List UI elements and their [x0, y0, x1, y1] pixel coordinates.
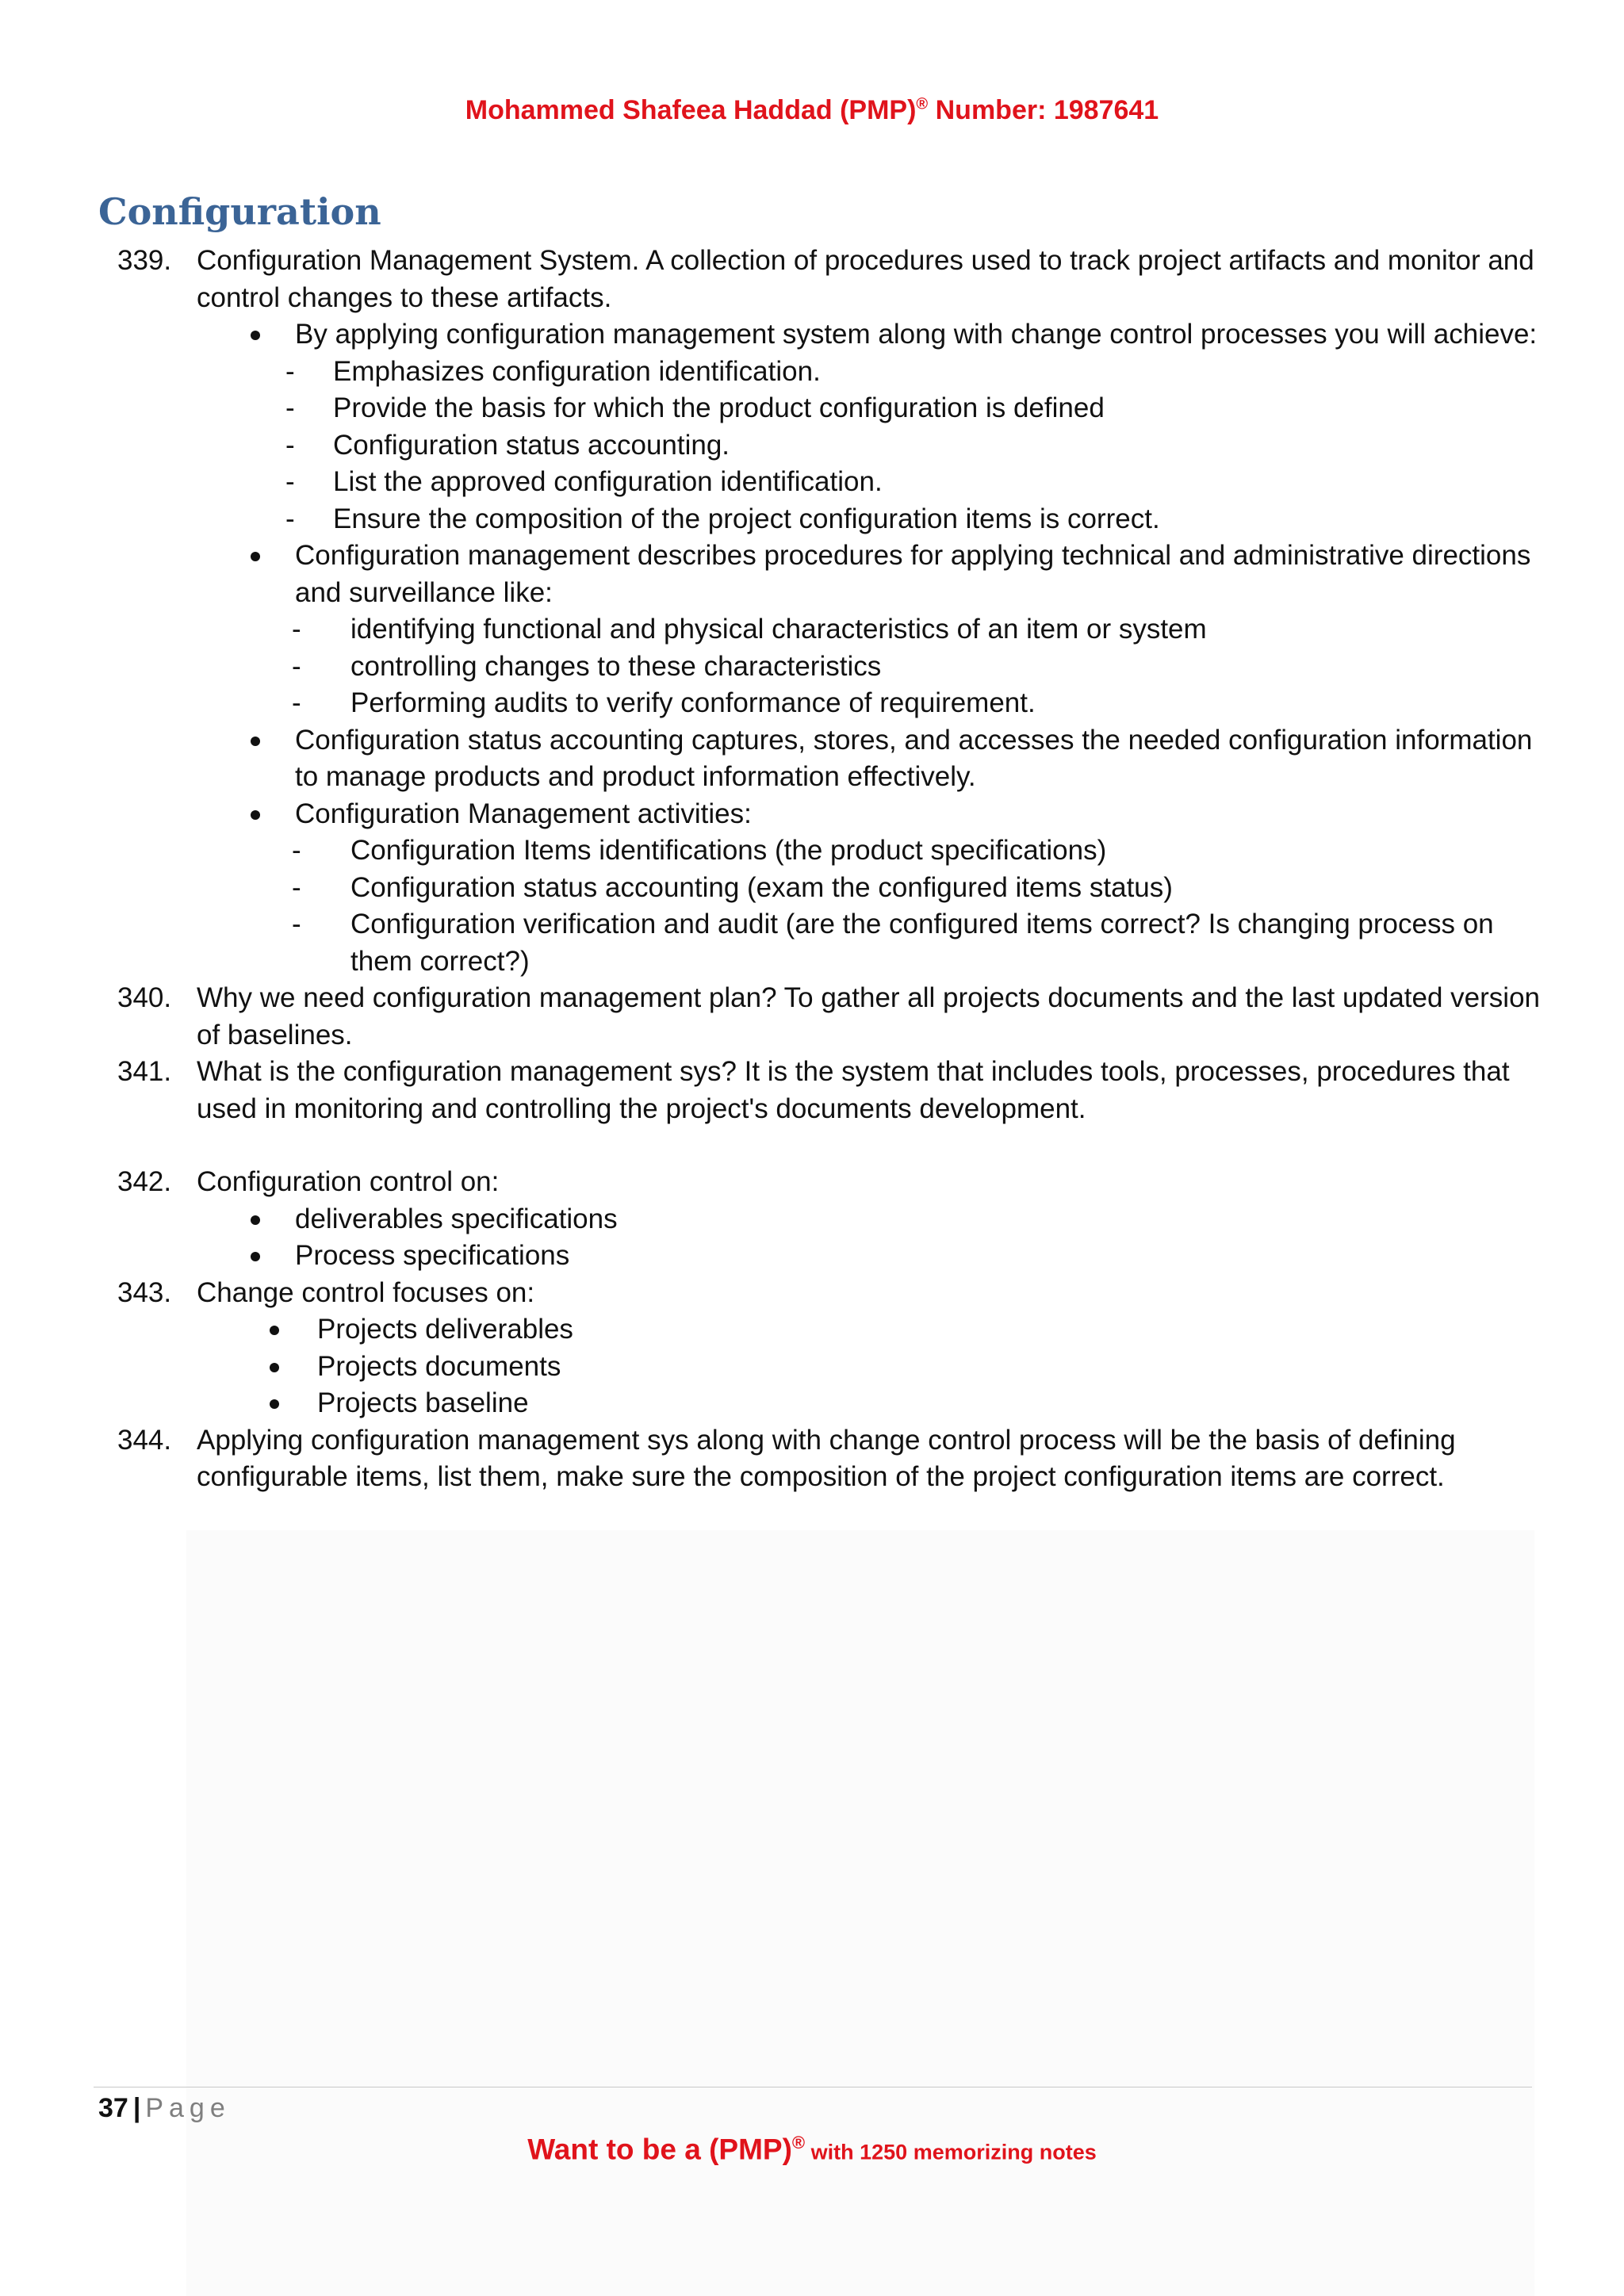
dash-text: Emphasizes configuration identification.	[333, 355, 821, 387]
item-number: 343.	[117, 1276, 172, 1308]
dash-item	[0, 870, 1540, 907]
dash-item	[0, 832, 1540, 870]
dash-item	[0, 649, 1540, 686]
dash-icon: -	[292, 650, 301, 682]
spacer	[0, 1127, 1624, 1164]
bullet-text: Process specifications	[295, 1240, 570, 1271]
bullet-text: Projects baseline	[317, 1387, 529, 1418]
section-title: Configuration	[98, 190, 381, 233]
header-number: Number: 1987641	[928, 95, 1159, 125]
item-text: Configuration control on:	[197, 1166, 500, 1197]
dash-text: Performing audits to verify conformance of requirement.	[350, 687, 1036, 718]
dash-icon: -	[285, 429, 295, 461]
bullet-item	[0, 1349, 1546, 1386]
dash-item	[0, 464, 1545, 501]
bullet-text: By applying configuration management system along with change control processes you will achieve:	[295, 319, 1538, 350]
bullet-icon	[251, 1215, 260, 1225]
dash-icon: -	[292, 871, 301, 903]
item-number: 341.	[117, 1056, 172, 1087]
dash-text: Configuration Items identifications (the product specifications)	[350, 835, 1107, 866]
dash-text: Ensure the composition of the project configuration items is correct.	[333, 503, 1160, 534]
bullet-icon	[251, 810, 260, 820]
bullet-text: deliverables specifications	[295, 1203, 618, 1234]
item-number: 339.	[117, 245, 172, 276]
footer-tagline	[0, 2133, 1624, 2166]
dash-item	[0, 611, 1540, 649]
list-item	[0, 1422, 1545, 1496]
bullet-icon	[270, 1399, 279, 1409]
dash-icon: -	[285, 392, 295, 423]
dash-text: List the approved configuration identification.	[333, 466, 883, 497]
dash-item	[0, 501, 1545, 538]
dash-text: Configuration status accounting.	[333, 429, 730, 461]
item-number: 344.	[117, 1424, 172, 1456]
list-item	[0, 980, 1545, 1054]
item-text: What is the configuration management sys? It is the system that includes tools, processes, procedures that used in monitoring and controlling the project's documents development.	[197, 1056, 1510, 1124]
bullet-text: Configuration management describes procedures for applying technical and administrative directions and surveillance like:	[295, 540, 1531, 608]
footer-registered-mark: ®	[791, 2133, 806, 2152]
page-separator: |	[132, 2093, 141, 2123]
list-item	[0, 243, 1545, 316]
document-header	[0, 95, 1624, 126]
dash-text: Configuration status accounting (exam the configured items status)	[350, 871, 1173, 903]
dash-item	[0, 906, 1540, 980]
item-text: Applying configuration management sys along with change control process will be the basis of defining configurable items, list them, make sure the composition of the project configuration items are correct.	[197, 1424, 1456, 1492]
page-background-shade	[186, 1530, 1534, 2296]
dash-icon: -	[292, 835, 301, 866]
bullet-item	[0, 1201, 1546, 1238]
dash-icon: -	[285, 503, 295, 534]
list-item	[0, 1164, 1545, 1201]
bullet-item	[0, 1311, 1546, 1349]
item-number: 342.	[117, 1166, 172, 1197]
bullet-icon	[270, 1326, 279, 1335]
dash-text: Provide the basis for which the product configuration is defined	[333, 392, 1105, 423]
bullet-item	[0, 796, 1546, 833]
dash-icon: -	[292, 687, 301, 718]
dash-icon: -	[285, 466, 295, 497]
bullet-item	[0, 316, 1546, 354]
dash-icon: -	[292, 614, 301, 645]
footer-tag-text: Want to be a (PMP)	[527, 2133, 792, 2166]
dash-item	[0, 685, 1540, 722]
bullet-text: Projects deliverables	[317, 1314, 573, 1345]
item-text: Why we need configuration management plan? To gather all projects documents and the last updated version of baselines.	[197, 982, 1541, 1050]
dash-text: Configuration verification and audit (are the configured items correct? Is changing process on them correct?)	[350, 909, 1494, 977]
list-item	[0, 1275, 1545, 1312]
bullet-icon	[251, 552, 260, 561]
list-item	[0, 1054, 1545, 1127]
dash-icon: -	[285, 355, 295, 387]
page-number	[98, 2093, 231, 2124]
bullet-icon	[251, 1252, 260, 1261]
registered-mark: ®	[916, 95, 929, 113]
dash-icon: -	[292, 909, 301, 939]
bullet-icon	[251, 737, 260, 746]
page-label: Page	[145, 2093, 231, 2123]
dash-text: identifying functional and physical characteristics of an item or system	[350, 614, 1207, 645]
bullet-icon	[251, 331, 260, 340]
page-number-value: 37	[98, 2093, 128, 2123]
bullet-icon	[270, 1363, 279, 1372]
bullet-text: Projects documents	[317, 1350, 561, 1382]
bullet-item	[0, 1238, 1546, 1275]
header-author: Mohammed Shafeea Haddad (PMP)	[465, 95, 917, 125]
bullet-item	[0, 1385, 1546, 1422]
dash-item	[0, 390, 1545, 427]
bullet-item	[0, 722, 1546, 796]
bullet-text: Configuration status accounting captures, stores, and accesses the needed configuration information to manage products and product information effectively.	[295, 724, 1533, 792]
notes-list	[0, 243, 1624, 1496]
dash-item	[0, 354, 1545, 391]
dash-item	[0, 427, 1545, 465]
dash-text: controlling changes to these characteristics	[350, 650, 882, 682]
item-text: Configuration Management System. A collection of procedures used to track project artifacts and monitor and control changes to these artifacts.	[197, 245, 1534, 313]
item-text: Change control focuses on:	[197, 1276, 535, 1308]
bullet-text: Configuration Management activities:	[295, 798, 752, 829]
footer-tag-small: with 1250 memorizing notes	[805, 2140, 1097, 2164]
bullet-item	[0, 538, 1546, 611]
item-number: 340.	[117, 982, 172, 1013]
